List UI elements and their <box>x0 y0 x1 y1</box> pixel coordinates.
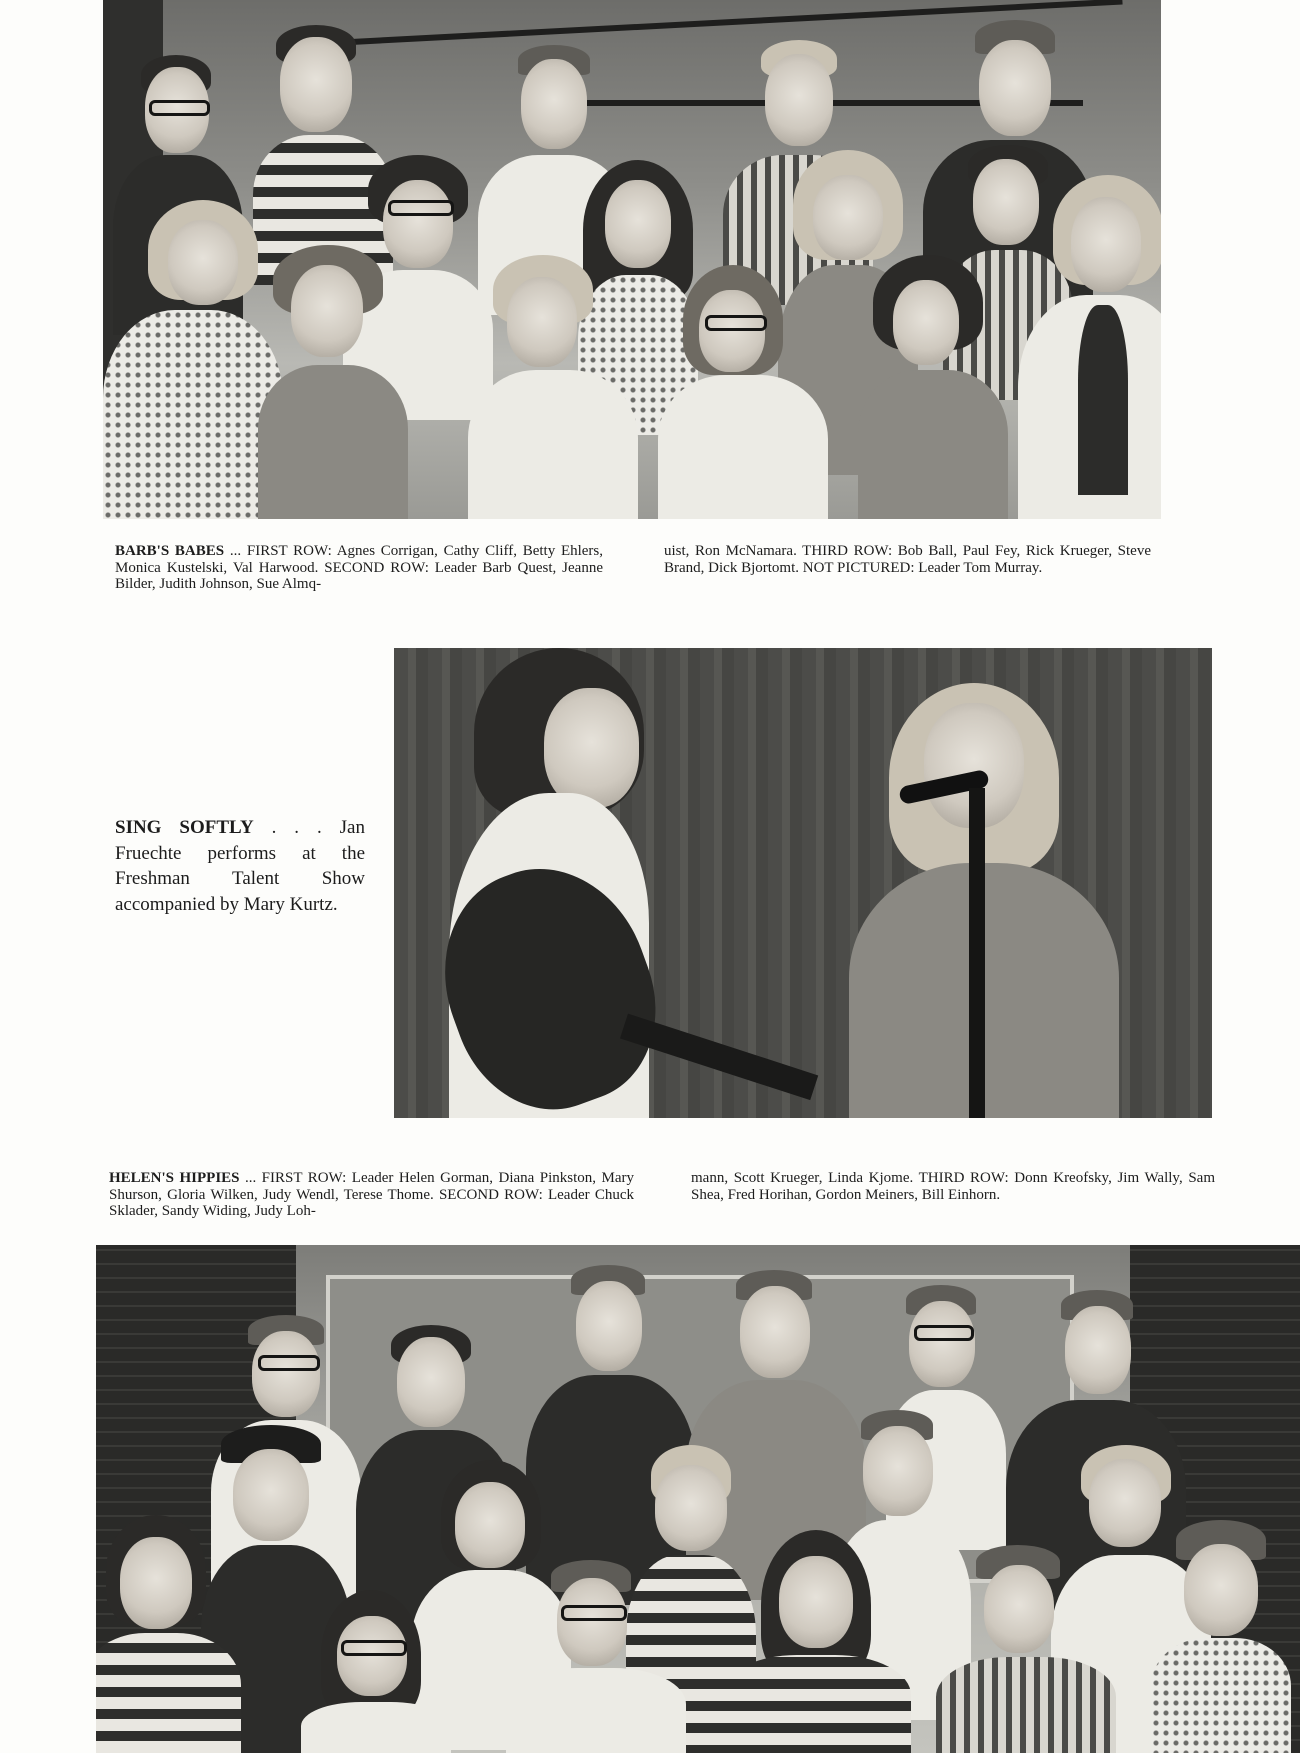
caption-text: mann, Scott Krueger, Linda Kjome. THIRD ROW: Donn Kreofsky, Jim Wally, Sam Shea, Fred Horihan, Gordon Meiners, Bill Einhorn. <box>691 1170 1215 1203</box>
guitar-neck <box>620 1014 818 1101</box>
caption-sing-softly <box>115 815 365 917</box>
caption-title: BARB'S BABES <box>115 543 225 559</box>
caption-title: HELEN'S HIPPIES <box>109 1170 240 1186</box>
photo-talent-show <box>394 648 1212 1118</box>
caption-text: . . . Jan Fruechte performs at the Freshman Talent Show accompanied by Mary Kurtz. <box>115 817 365 915</box>
caption-barbs-babes-col2 <box>664 543 1151 576</box>
caption-text: ... FIRST ROW: Leader Helen Gorman, Diana Pinkston, Mary Shurson, Gloria Wilken, Judy Wendl, Terese Thome. SECOND ROW: Leader Chuck Sklader, Sandy Widing, Judy Loh- <box>109 1170 634 1219</box>
caption-helens-hippies-col1 <box>109 1170 634 1220</box>
caption-barbs-babes-col1 <box>115 543 603 593</box>
caption-title: SING SOFTLY <box>115 817 254 838</box>
caption-text: uist, Ron McNamara. THIRD ROW: Bob Ball, Paul Fey, Rick Krueger, Steve Brand, Dick Bjortomt. NOT PICTURED: Leader Tom Murray. <box>664 543 1151 576</box>
photo-barbs-babes <box>103 0 1161 519</box>
caption-text: ... FIRST ROW: Agnes Corrigan, Cathy Cliff, Betty Ehlers, Monica Kustelski, Val Harwood. SECOND ROW: Leader Barb Quest, Jeanne Bilder, Judith Johnson, Sue Almq- <box>115 543 604 592</box>
guitarist-face <box>544 688 639 808</box>
photo-helens-hippies <box>96 1245 1300 1753</box>
mic-stand <box>969 788 985 1118</box>
caption-helens-hippies-col2 <box>691 1170 1215 1203</box>
